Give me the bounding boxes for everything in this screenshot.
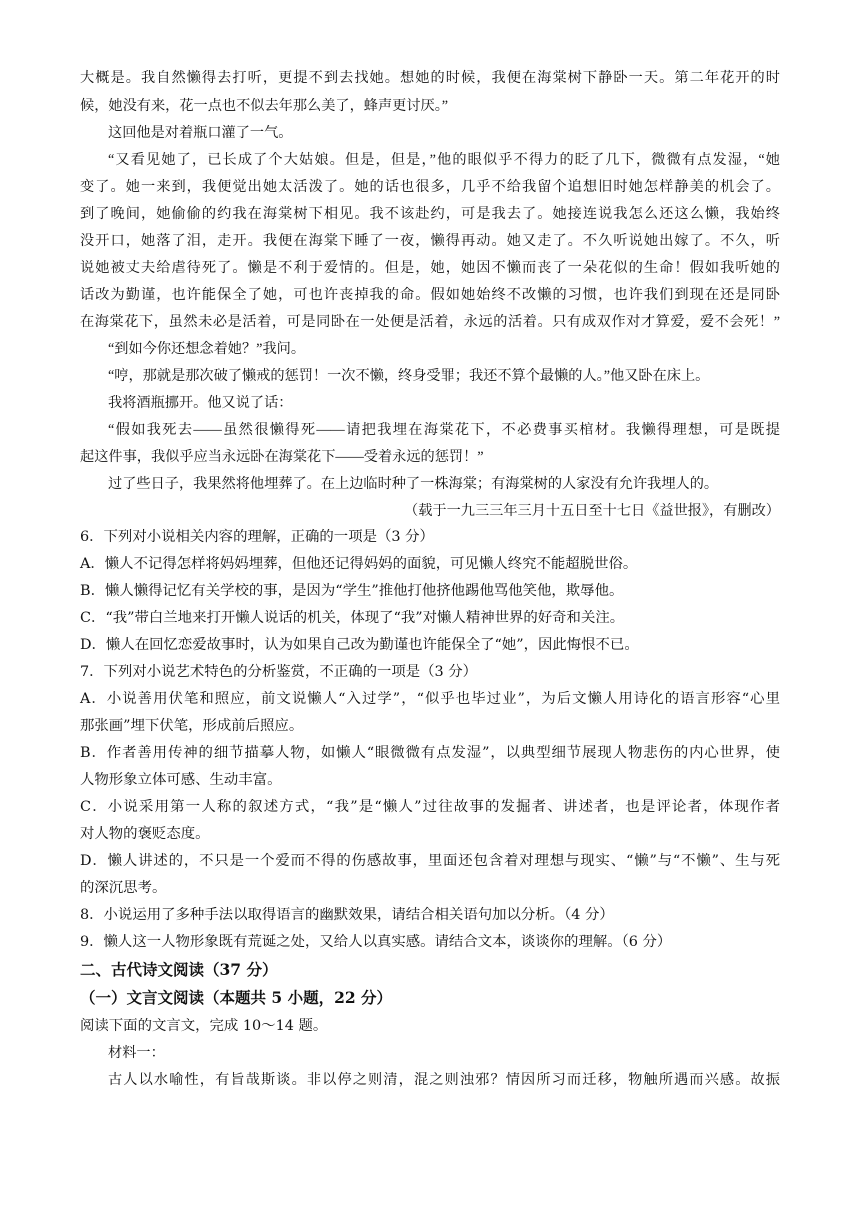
material-text: 古人以水喻性，有旨哉斯谈。非以停之则清，混之则浊邪？情因所习而迁移，物触所遇而兴感。故振 <box>108 1072 780 1088</box>
question-6: 6．下列对小说相关内容的理解，正确的一项是（3 分） <box>80 529 434 545</box>
option-b-cont: 人物形象立体可感、生动丰富。 <box>80 772 282 788</box>
option-c-cont: 对人物的褒贬态度。 <box>80 826 210 842</box>
option-d-cont: 的深沉思考。 <box>80 880 167 896</box>
option-b: B．懒人懒得记忆有关学校的事，是因为“学生”推他打他挤他踢他骂他笑他，欺辱他。 <box>80 583 624 599</box>
material-label: 材料一： <box>108 1045 165 1061</box>
story-line: “哼，那就是那次破了懒戒的惩罚！一次不懒，终身受罪；我还不算个最懒的人。”他又卧在床上。 <box>108 368 710 384</box>
section-title: 二、古代诗文阅读（37 分） <box>80 960 278 979</box>
story-line: 过了些日子，我果然将他埋葬了。在上边临时种了一株海棠；有海棠树的人家没有允许我埋人的。 <box>108 476 719 492</box>
story-line: 这回他是对着瓶口灌了一气。 <box>108 125 293 141</box>
option-d: D．懒人讲述的，不只是一个爱而不得的伤感故事，里面还包含着对理想与现实、“懒”与“不懒”、生与死 <box>80 853 780 869</box>
story-line: 到了晚间，她偷偷的约我在海棠树下相见。我不该赴约，可是我去了。她接连说我怎么还这么懒，我始终 <box>80 206 780 222</box>
option-c: C．“我”带白兰地来打开懒人说话的机关，体现了“我”对懒人精神世界的好奇和关注。 <box>80 610 625 626</box>
option-d: D．懒人在回忆恋爱故事时，认为如果自己改为勤谨也许能保全了“她”，因此悔恨不已。 <box>80 637 639 653</box>
story-line: 话改为勤谨，也许能保全了她，可也许丧掉我的命。假如她始终不改懒的习惯，也许我们到现在还是同卧 <box>80 287 780 303</box>
story-line: 我将酒瓶挪开。他又说了话： <box>108 395 293 411</box>
story-line: 变了。她一来到，我便觉出她太活泼了。她的话也很多，几乎不给我留个追想旧时她怎样静美的机会了。 <box>80 179 780 195</box>
story-line: 起这件事，我似乎应当永远卧在海棠花下——受着永远的惩罚！” <box>80 449 484 465</box>
subsection-title: （一）文言文阅读（本题共 5 小题，22 分） <box>80 988 393 1007</box>
option-a: A．小说善用伏笔和照应，前文说懒人“入过学”，“似乎也毕过业”，为后文懒人用诗化的语言形容“心里 <box>80 691 780 707</box>
story-line: 在海棠花下，虽然未必是活着，可是同卧在一处便是活着，永远的活着。只有成双作对才算爱，爱不会死！” <box>80 314 780 330</box>
story-line: 大概是。我自然懒得去打听，更提不到去找她。想她的时候，我便在海棠树下静卧一天。第二年花开的时 <box>80 70 780 86</box>
reading-instruction: 阅读下面的文言文，完成 10～14 题。 <box>80 1018 328 1034</box>
option-c: C．小说采用第一人称的叙述方式，“我”是“懒人”过往故事的发掘者、讲述者，也是评论者，体现作者 <box>80 799 780 815</box>
question-9: 9．懒人这一人物形象既有荒诞之处，又给人以真实感。请结合文本，谈谈你的理解。（6 分） <box>80 934 672 950</box>
story-line: 说她被丈夫给虐待死了。懒是不利于爱情的。但是，她，她因不懒而丧了一朵花似的生命！假如我听她的 <box>80 260 780 276</box>
source-citation: （载于一九三三年三月十五日至十七日《益世报》，有删改） <box>404 503 780 519</box>
story-line: “又看见她了，已长成了个大姑娘。但是，但是，”他的眼似乎不得力的眨了几下，微微有点发湿，“她 <box>108 152 780 168</box>
story-line: “假如我死去——虽然很懒得死——请把我埋在海棠花下，不必费事买棺材。我懒得理想，可是既提 <box>108 422 780 438</box>
option-a-cont: 那张画”埋下伏笔，形成前后照应。 <box>80 718 304 734</box>
question-8: 8．小说运用了多种手法以取得语言的幽默效果，请结合相关语句加以分析。（4 分） <box>80 907 614 923</box>
option-b: B．作者善用传神的细节描摹人物，如懒人“眼微微有点发湿”，以典型细节展现人物悲伤的内心世界，使 <box>80 745 780 761</box>
story-line: 候，她没有来，花一点也不似去年那么美了，蜂声更讨厌。” <box>80 98 449 114</box>
story-line: 没开口，她落了泪，走开。我便在海棠下睡了一夜，懒得再动。她又走了。不久听说她出嫁了。不久，听 <box>80 233 780 249</box>
story-line: “到如今你还想念着她？”我问。 <box>108 341 306 357</box>
option-a: A．懒人不记得怎样将妈妈埋葬，但他还记得妈妈的面貌，可见懒人终究不能超脱世俗。 <box>80 556 638 572</box>
question-7: 7．下列对小说艺术特色的分析鉴赏，不正确的一项是（3 分） <box>80 664 478 680</box>
